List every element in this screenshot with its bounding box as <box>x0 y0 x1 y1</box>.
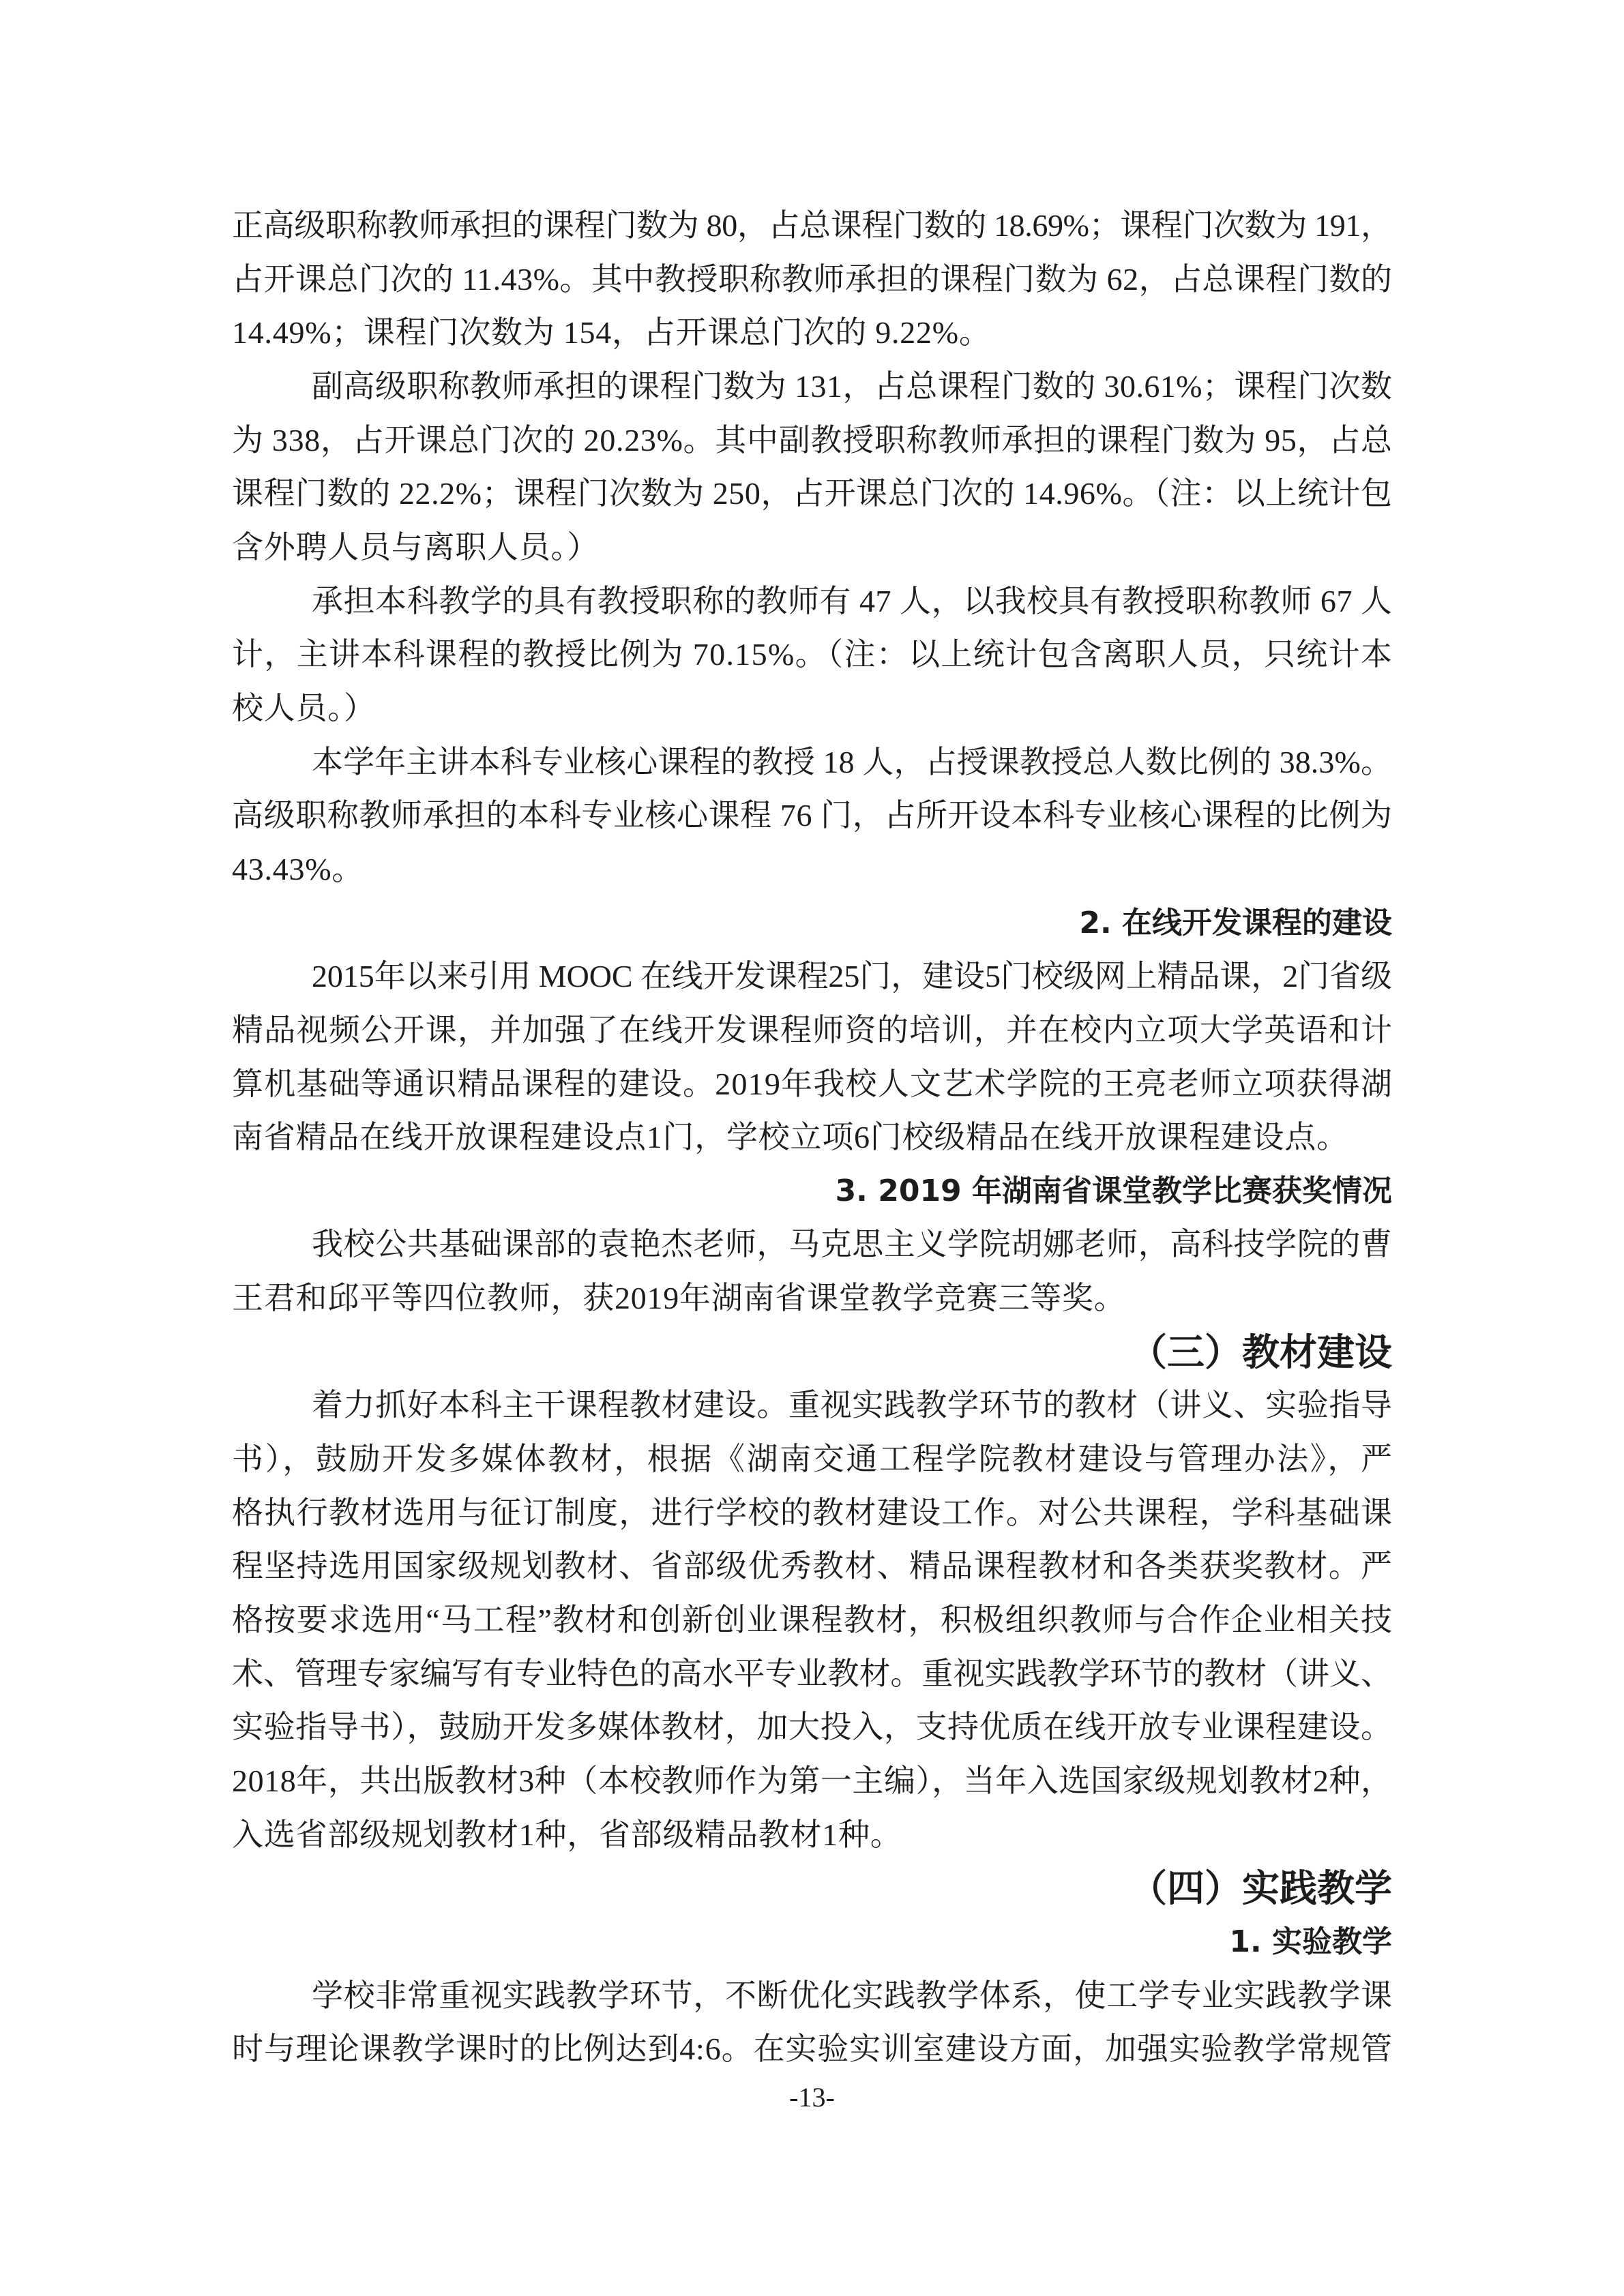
paragraph-lab-teaching <box>232 1969 1392 2076</box>
paragraph-line <box>232 521 1392 575</box>
line-text: 着力抓好本科主干课程教材建设。重视实践教学环节的教材（讲义、实验指导 <box>312 1388 1393 1423</box>
paragraph-line <box>232 1969 1392 2023</box>
section-heading-online-courses <box>232 897 1392 951</box>
paragraph-line <box>232 1755 1392 1808</box>
paragraph-line <box>232 736 1392 790</box>
paragraph-line <box>232 1487 1392 1540</box>
paragraph-line <box>232 789 1392 843</box>
line-text: 格执行教材选用与征订制度，进行学校的教材建设工作。对公共课程，学科基础课 <box>232 1495 1393 1530</box>
line-text: 南省精品在线开放课程建设点1门，学校立项6门校级精品在线开放课程建设点。 <box>232 1120 1348 1155</box>
paragraph-line <box>232 1111 1392 1165</box>
line-text: 2018年，共出版教材3种（本校教师作为第一主编），当年入选国家级规划教材2种， <box>232 1763 1393 1799</box>
line-text: 2015年以来引用 MOOC 在线开发课程25门，建设5门校级网上精品课，2门省级 <box>312 959 1392 994</box>
line-text: 格按要求选用“马工程”教材和创新创业课程教材，积极组织教师与合作企业相关技 <box>232 1602 1393 1638</box>
line-text: 副高级职称教师承担的课程门数为 131，占总课程门数的 30.61%；课程门次数 <box>312 368 1393 404</box>
paragraph-line <box>232 1594 1392 1648</box>
line-text: 学校非常重视实践教学环节，不断优化实践教学体系，使工学专业实践教学课 <box>312 1978 1393 2013</box>
paragraph-line <box>232 360 1392 414</box>
line-text: 术、管理专家编写有专业特色的高水平专业教材。重视实践教学环节的教材（讲义、 <box>232 1656 1392 1691</box>
line-text: 43.43%。 <box>232 851 364 886</box>
heading-text: 3. 2019 年湖南省课堂教学比赛获奖情况 <box>835 1173 1392 1208</box>
line-text: 书），鼓励开发多媒体教材，根据《湖南交通工程学院教材建设与管理办法》，严 <box>232 1442 1394 1477</box>
paragraph-line <box>232 414 1392 468</box>
paragraph-line <box>232 1701 1392 1755</box>
page-number: -13- <box>789 2082 835 2113</box>
line-text: 王君和邱平等四位教师，获2019年湖南省课堂教学竞赛三等奖。 <box>232 1281 1126 1316</box>
line-text: 高级职称教师承担的本科专业核心课程 76 门，占所开设本科专业核心课程的比例为 <box>232 798 1393 833</box>
paragraph-line <box>232 1004 1392 1058</box>
paragraph-line <box>232 1540 1392 1594</box>
paragraph-full-professor-stats <box>232 199 1392 360</box>
paragraph-line <box>232 1379 1392 1433</box>
line-text: 正高级职称教师承担的课程门数为 80，占总课程门数的 18.69%；课程门次数为 191， <box>232 208 1392 243</box>
paragraph-line <box>232 575 1392 629</box>
paragraph-line <box>232 1433 1392 1487</box>
paragraph-line <box>232 1272 1392 1326</box>
line-text: 14.49%；课程门次数为 154，占开课总门次的 9.22%。 <box>232 315 991 351</box>
paragraph-textbook-construction <box>232 1379 1392 1862</box>
line-text: 我校公共基础课部的袁艳杰老师，马克思主义学院胡娜老师，高科技学院的曹 <box>312 1227 1393 1262</box>
paragraph-associate-professor-stats <box>232 360 1392 575</box>
paragraph-teaching-competition <box>232 1218 1392 1325</box>
paragraph-line <box>232 2023 1392 2076</box>
line-text: 课程门数的 22.2%；课程门次数为 250，占开课总门次的 14.96%。（注：以上统计包 <box>232 476 1393 511</box>
heading-text: （四）实践教学 <box>1129 1866 1392 1911</box>
line-text: 时与理论课教学课时的比例达到4:6。在实验实训室建设方面，加强实验教学常规管 <box>232 2031 1393 2067</box>
paragraph-line <box>232 1058 1392 1112</box>
line-text: 承担本科教学的具有教授职称的教师有 47 人，以我校具有教授职称教师 67 人 <box>312 583 1393 618</box>
subsection-heading-lab-teaching <box>232 1915 1392 1969</box>
line-text: 计，主讲本科课程的教授比例为 70.15%。（注：以上统计包含离职人员，只统计本 <box>232 637 1393 672</box>
section-heading-teaching-competition <box>232 1165 1392 1219</box>
line-text: 校人员。） <box>232 690 376 726</box>
paragraph-line <box>232 1808 1392 1862</box>
line-text: 本学年主讲本科专业核心课程的教授 18 人，占授课教授总人数比例的 38.3%。 <box>312 744 1393 779</box>
line-text: 含外聘人员与离职人员。） <box>232 529 599 565</box>
paragraph-professor-ratio <box>232 575 1392 736</box>
paragraph-line <box>232 306 1392 360</box>
line-text: 占开课总门次的 11.43%。其中教授职称教师承担的课程门数为 62，占总课程门数的 <box>232 261 1393 297</box>
paragraph-line <box>232 1218 1392 1272</box>
line-text: 为 338，占开课总门次的 20.23%。其中副教授职称教师承担的课程门数为 95，占总 <box>232 422 1393 458</box>
paragraph-line <box>232 253 1392 307</box>
line-text: 精品视频公开课，并加强了在线开发课程师资的培训，并在校内立项大学英语和计 <box>232 1012 1393 1047</box>
heading-text: 1. 实验教学 <box>1229 1924 1392 1959</box>
document-page <box>232 199 1392 2076</box>
line-text: 算机基础等通识精品课程的建设。2019年我校人文艺术学院的王亮老师立项获得湖 <box>232 1066 1393 1101</box>
paragraph-online-courses <box>232 950 1392 1165</box>
line-text: 实验指导书），鼓励开发多媒体教材，加大投入，支持优质在线开放专业课程建设。 <box>232 1710 1393 1745</box>
heading-text: （三）教材建设 <box>1129 1330 1392 1374</box>
paragraph-line <box>232 950 1392 1004</box>
heading-text: 2. 在线开发课程的建设 <box>1079 905 1392 940</box>
paragraph-line <box>232 628 1392 682</box>
paragraph-line <box>232 843 1392 897</box>
paragraph-line <box>232 682 1392 736</box>
line-text: 程坚持选用国家级规划教材、省部级优秀教材、精品课程教材和各类获奖教材。严 <box>232 1549 1393 1584</box>
paragraph-line <box>232 1648 1392 1701</box>
section-heading-practical-teaching <box>232 1862 1392 1915</box>
line-text: 入选省部级规划教材1种，省部级精品教材1种。 <box>232 1817 902 1852</box>
paragraph-core-courses <box>232 736 1392 897</box>
paragraph-line <box>232 199 1392 253</box>
section-heading-textbook-construction <box>232 1326 1392 1380</box>
paragraph-line <box>232 467 1392 521</box>
